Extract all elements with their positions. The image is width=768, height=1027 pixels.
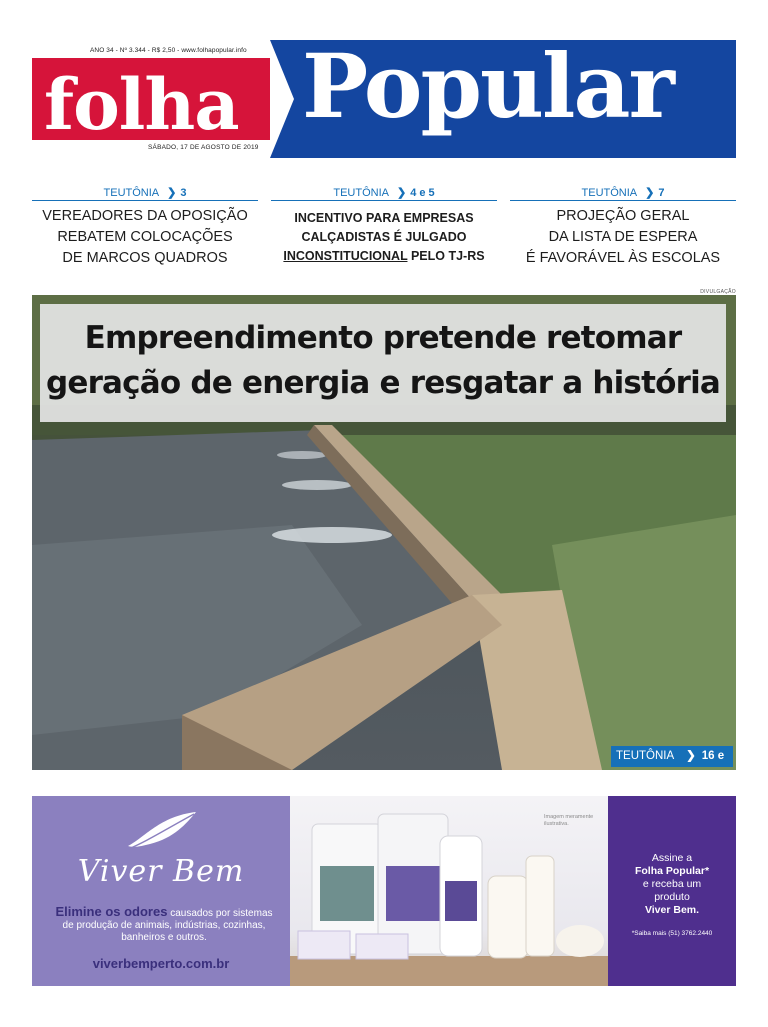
- section-label: TEUTÔNIA: [333, 187, 389, 199]
- teaser-vereadores[interactable]: [32, 186, 258, 269]
- foam: [272, 527, 392, 543]
- teaser-kicker: [510, 186, 736, 201]
- page-number: 3: [180, 187, 187, 199]
- headline-line: Empreendimento pretende retomar: [84, 320, 682, 356]
- edition-date: SÁBADO, 17 DE AGOSTO DE 2019: [148, 144, 259, 151]
- offer-line: [608, 904, 736, 917]
- spray-bottle: [488, 876, 528, 958]
- advertisement-viver-bem[interactable]: [32, 796, 736, 986]
- teaser-kicker: [271, 186, 497, 201]
- masthead: [32, 34, 736, 158]
- chevron-right-icon: ❯: [396, 187, 407, 199]
- headline-rest: PELO TJ-RS: [407, 249, 485, 263]
- front-page-teasers: [32, 186, 736, 268]
- headline-line: DE MARCOS QUADROS: [62, 250, 228, 266]
- chevron-right-icon: ❯: [645, 187, 655, 199]
- page-number: 4 e 5: [410, 187, 435, 199]
- main-story-page-ref[interactable]: [611, 746, 733, 783]
- soap-box: [356, 934, 408, 959]
- foam: [277, 451, 327, 459]
- ad-tagline: [54, 906, 274, 944]
- ad-disclaimer: Imagem meramente ilustrativa.: [544, 814, 594, 827]
- product-label: [386, 866, 440, 921]
- offer-line: produto: [654, 891, 690, 903]
- headline-line: É FAVORÁVEL ÀS ESCOLAS: [525, 250, 721, 266]
- teaser-kicker: [32, 186, 258, 201]
- ad-brand-name: Viver Bem: [77, 854, 245, 889]
- headline-line: geração de energia e resgatar a história: [45, 365, 721, 401]
- ad-tagline-bold: Elimine os odores: [55, 904, 168, 919]
- main-headline-box[interactable]: [40, 304, 726, 422]
- teaser-headline: [32, 206, 258, 269]
- feather-icon: [124, 808, 200, 852]
- teaser-headline: [271, 206, 497, 266]
- product-label: [445, 881, 477, 921]
- chevron-right-icon: ❯: [686, 750, 696, 762]
- ad-brand-panel: [32, 796, 290, 986]
- ad-contact-note: *Saiba mais (51) 3762.2440: [631, 930, 713, 937]
- ad-offer-panel: [608, 796, 736, 986]
- towel: [556, 925, 604, 957]
- headline-line: [271, 247, 497, 266]
- photo-credit: DIVULGAÇÃO: [700, 289, 736, 295]
- ad-product-photo: [290, 796, 608, 986]
- logo-red-block: [32, 58, 288, 146]
- headline-line: INCENTIVO PARA EMPRESAS: [294, 211, 474, 225]
- ad-offer-text: [608, 852, 736, 917]
- offer-highlight: Viver Bem.: [644, 904, 700, 916]
- section-label: TEUTÔNIA: [616, 750, 675, 762]
- offer-line: Assine a: [651, 852, 693, 864]
- headline-line: DA LISTA DE ESPERA: [548, 229, 698, 245]
- offer-line: e receba um: [642, 878, 702, 890]
- underlined-word: INCONSTITUCIONAL: [283, 249, 408, 263]
- wooden-shelf: [290, 956, 608, 986]
- headline-line: PROJEÇÃO GERAL: [556, 208, 690, 224]
- teaser-projecao[interactable]: [510, 186, 736, 269]
- teaser-incentivo[interactable]: [271, 186, 497, 266]
- section-label: TEUTÔNIA: [581, 187, 638, 199]
- ad-website-link[interactable]: viverbemperto.com.br: [92, 956, 230, 971]
- logo-popular: Popular: [302, 34, 673, 138]
- logo-folha: folha: [44, 63, 239, 146]
- chevron-right-icon: ❯: [167, 187, 177, 199]
- soap-box: [298, 931, 350, 959]
- product-label: [320, 866, 374, 921]
- headline-line: VEREADORES DA OPOSIÇÃO: [42, 208, 248, 224]
- headline-line: CALÇADISTAS É JULGADO: [301, 230, 467, 244]
- spray-bottle: [526, 856, 554, 956]
- offer-line: [608, 865, 736, 878]
- ad-tagline-rest: causados por sistemas de produção de animais, indústrias, cozinhas, banheiros e outros.: [62, 908, 273, 943]
- section-label: TEUTÔNIA: [103, 187, 160, 199]
- headline-line: REBATEM COLOCAÇÕES: [57, 229, 233, 245]
- foam: [282, 480, 352, 490]
- teaser-headline: [510, 206, 736, 269]
- offer-highlight: Folha Popular*: [634, 865, 710, 877]
- main-headline: [40, 316, 726, 406]
- edition-info: ANO 34 - Nº 3.344 - R$ 2,50 - www.folhapopular.info: [90, 47, 247, 54]
- page-number: 16 e 17: [616, 750, 725, 783]
- page-number: 7: [658, 187, 665, 199]
